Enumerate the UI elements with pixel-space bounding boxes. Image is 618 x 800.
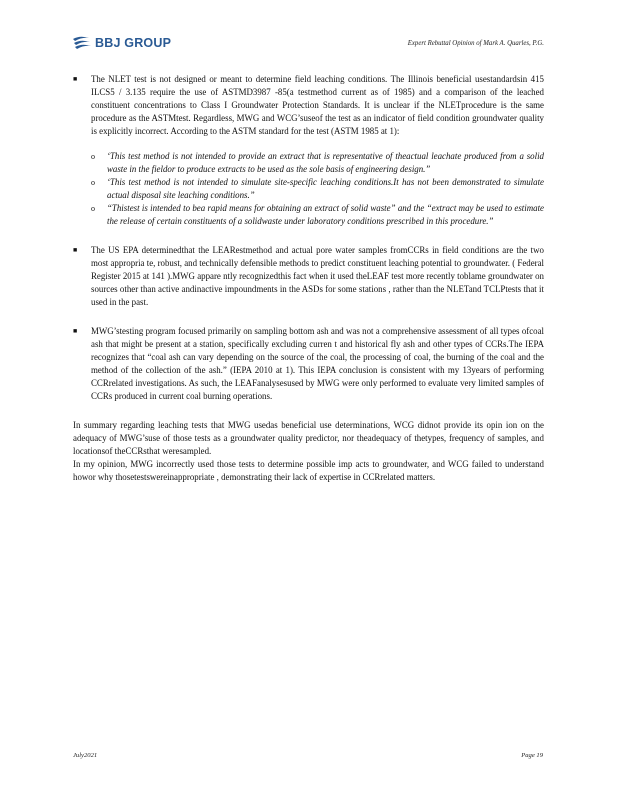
bullet-item <box>73 73 544 229</box>
document-title: Expert Rebuttal Opinion of Mark A. Quarles, P.G. <box>407 40 544 47</box>
body-content <box>73 73 544 484</box>
quote-item <box>91 202 544 228</box>
quote-item <box>91 150 544 176</box>
footer-date: July2021 <box>73 752 98 759</box>
bullet-text: The NLET test is not designed or meant to determine field leaching conditions. The Illinois beneficial usestandardsin 415 ILCS5 / 3.135 require the use of ASTMD3987 -85(a testmethod current as of 1985) and a comparison of the leached constituent concentrations to Class I Groundwater Protection Standards. It is unclear if the NLETprocedure is the same procedure as the ASTMtest. Regardless, MWG and WCG’suseof the test as an indicator of field condition groundwater quality is explicitly incorrect. According to the ASTM standard for the test (ASTM 1985 at 1): <box>91 74 544 137</box>
bullet-marker: ■ <box>73 246 78 255</box>
bullet-item <box>73 325 544 403</box>
company-name: BBJ GROUP <box>95 36 172 50</box>
summary-paragraph: In summary regarding leaching tests that MWG usedas beneficial use determinations, WCG didnot provide its opin ion on the adequacy of MWG’suse of those tests as a groundwater quality predictor, nor theadequacy of thetypes, frequency of samples, and locationsof theCCRsthat weresampled. <box>73 419 544 456</box>
bbj-swoosh-icon <box>72 35 92 51</box>
summary-paragraph: In my opinion, MWG incorrectly used those tests to determine possible imp acts to groundwater, and WCG failed to understand howor why thosetestswereinappropriate , demonstrating their lack of expertise in CCRrelated matters. <box>73 458 544 482</box>
bullet-marker: ■ <box>73 75 78 83</box>
quote-list <box>91 150 544 228</box>
company-logo <box>72 35 171 51</box>
quote-text: ‘This test method is not intended to simulate site-specific leaching conditions.It has not been demonstrated to simulate actual disposal site leaching conditions.” <box>107 177 544 201</box>
bullet-text: MWG’stesting program focused primarily on sampling bottom ash and was not a comprehensive assessment of all types ofcoal ash that might be present at a station, specifically excluding curren t and historical fly ash and other types of CCRs.The IEPA recognizes that “coal ash can vary depending on the source of the coal, the processing of coal, the burning of the coal and the method of the collection of the ash.” (IEPA 2010 at 1). This IEPA conclusion is consistent with my 13years of performing CCRrelated investigations. As such, the LEAFanalysesused by MWG were only performed to evaluate very limited samples of CCRs produced in current coal burning operations. <box>91 325 544 401</box>
circle-bullet-icon: o <box>91 152 95 162</box>
quote-text: ‘This test method is not intended to provide an extract that is representative of theactual leachate produced from a solid waste in the fieldor to produce extracts to be used as the sole basis of engineering design.” <box>107 151 544 175</box>
bullet-marker: ■ <box>73 326 78 335</box>
summary-section <box>73 419 544 484</box>
quote-item <box>91 176 544 202</box>
quote-text: “Thistest is intended to bea rapid means for obtaining an extract of solid waste” and the “extract may be used to estimate the release of certain constituents of a solidwaste under laboratory conditions prescribed in this procedure.” <box>107 203 544 227</box>
bullet-text: The US EPA determinedthat the LEARestmethod and actual pore water samples fromCCRs in field conditions are the two most appropria te, robust, and technically defensible methods to predict constituent leaching potential to groundwater. ( Federal Register 2015 at 141 ).MWG appare ntly recognizedthis fact when it used theLEAF test more recently toblame groundwater on sources other than active andinactive impoundments in the ASDs for some stations , rather than the NLETand TCLPtests that it used in the past. <box>91 245 544 308</box>
circle-bullet-icon: o <box>91 204 95 214</box>
page-number: Page 19 <box>521 752 543 759</box>
bullet-item <box>73 244 544 309</box>
circle-bullet-icon: o <box>91 178 95 188</box>
